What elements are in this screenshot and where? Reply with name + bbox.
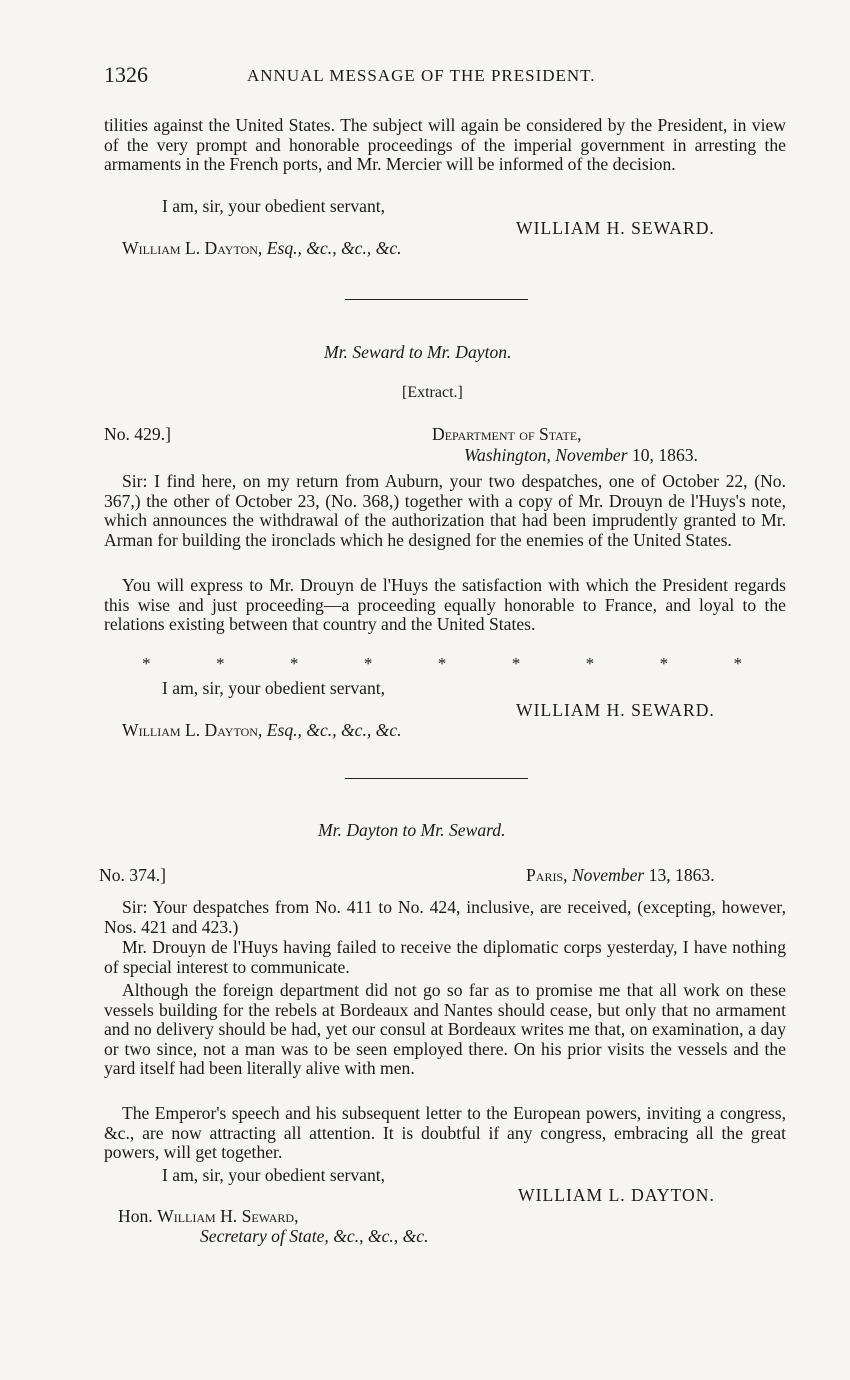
section-divider <box>345 299 528 300</box>
star: * <box>659 654 669 673</box>
section-divider <box>345 778 528 779</box>
omission-stars <box>142 654 742 674</box>
letter2-extract: [Extract.] <box>402 384 463 401</box>
letter1-closing: I am, sir, your obedient servant, <box>162 196 386 216</box>
addressee-name: William L. Dayton <box>122 238 258 258</box>
letter3-para4: The Emperor's speech and his subsequent letter to the European powers, inviting a congress, &c., are now attracting all attention. It is doubtful if any congress, embracing all the great powers, will get together. <box>104 1103 786 1163</box>
letter3-addressee-title: Secretary of State, &c., &c., &c. <box>200 1226 429 1246</box>
star: * <box>733 654 742 673</box>
letter3-heading: Mr. Dayton to Mr. Seward. <box>318 820 506 840</box>
letter3-para2: Mr. Drouyn de l'Huys having failed to receive the diplomatic corps yesterday, I have nothing of special interest to communicate. <box>104 937 786 977</box>
letter3-closing: I am, sir, your obedient servant, <box>162 1165 386 1185</box>
letter2-para1: Sir: I find here, on my return from Auburn, your two despatches, one of October 22, (No. 367,) the other of October 23, (No. 368,) together with a copy of Mr. Drouyn de l'Huys's note, which announces the withdrawal of the authorization that had been imprudently granted to Mr. Arman for building the ironclads which he designed for the enemies of the United States. <box>104 471 786 550</box>
letter2-place-date: Washington, November <box>464 445 628 465</box>
letter1-addressee <box>122 238 402 259</box>
letter1-signature: WILLIAM H. SEWARD. <box>516 218 715 238</box>
addressee-suffix: , Esq., &c., &c., &c. <box>257 720 402 740</box>
letter3-addressee <box>118 1206 298 1227</box>
addressee-name: William L. Dayton <box>122 720 258 740</box>
star: * <box>437 654 447 673</box>
letter2-heading: Mr. Seward to Mr. Dayton. <box>324 342 512 362</box>
letter3-place: Paris, <box>526 865 568 885</box>
addressee-prefix: Hon. <box>118 1206 158 1226</box>
letter2-department: Department of State, <box>432 424 582 444</box>
letter3-para1: Sir: Your despatches from No. 411 to No. 424, inclusive, are received, (excepting, however, Nos. 421 and 423.) <box>104 897 786 937</box>
letter2-date-tail: 10, 1863. <box>627 445 698 465</box>
star: * <box>215 654 225 673</box>
letter3-dateline <box>526 865 715 886</box>
addressee-name: William H. Seward <box>157 1206 295 1226</box>
addressee-suffix: , Esq., &c., &c., &c. <box>257 238 402 258</box>
letter1-body: tilities against the United States. The subject will again be considered by the President, in view of the very prompt and honorable proceedings of the imperial government in arresting the armaments in the French ports, and Mr. Mercier will be informed of the decision. <box>104 115 786 175</box>
letter2-dateline <box>464 445 698 466</box>
page-number: 1326 <box>104 62 148 87</box>
letter3-date-tail: 13, 1863. <box>644 865 715 885</box>
star: * <box>289 654 299 673</box>
letter2-signature: WILLIAM H. SEWARD. <box>516 700 715 720</box>
letter2-para2: You will express to Mr. Drouyn de l'Huys the satisfaction with which the President regards this wise and just proceeding—a proceeding equally honorable to France, and loyal to the relations existing between that country and the United States. <box>104 575 786 635</box>
star: * <box>511 654 521 673</box>
star: * <box>363 654 373 673</box>
letter2-number: No. 429.] <box>104 424 171 444</box>
letter3-month: November <box>571 865 645 885</box>
letter3-number: No. 374.] <box>99 865 166 885</box>
letter3-signature: WILLIAM L. DAYTON. <box>518 1185 715 1205</box>
star: * <box>585 654 595 673</box>
star: * <box>142 654 151 673</box>
letter2-closing: I am, sir, your obedient servant, <box>162 678 386 698</box>
addressee-comma: , <box>294 1206 299 1226</box>
letter3-para3: Although the foreign department did not go so far as to promise me that all work on these vessels building for the rebels at Bordeaux and Nantes should cease, but only that no armament and no delivery should be had, yet our consul at Bordeaux writes me that, on examination, a day or two since, not a man was to be seen employed there. On his prior visits the vessels and the yard itself had been literally alive with men. <box>104 980 786 1079</box>
running-title: ANNUAL MESSAGE OF THE PRESIDENT. <box>247 66 596 85</box>
letter2-addressee <box>122 720 402 741</box>
